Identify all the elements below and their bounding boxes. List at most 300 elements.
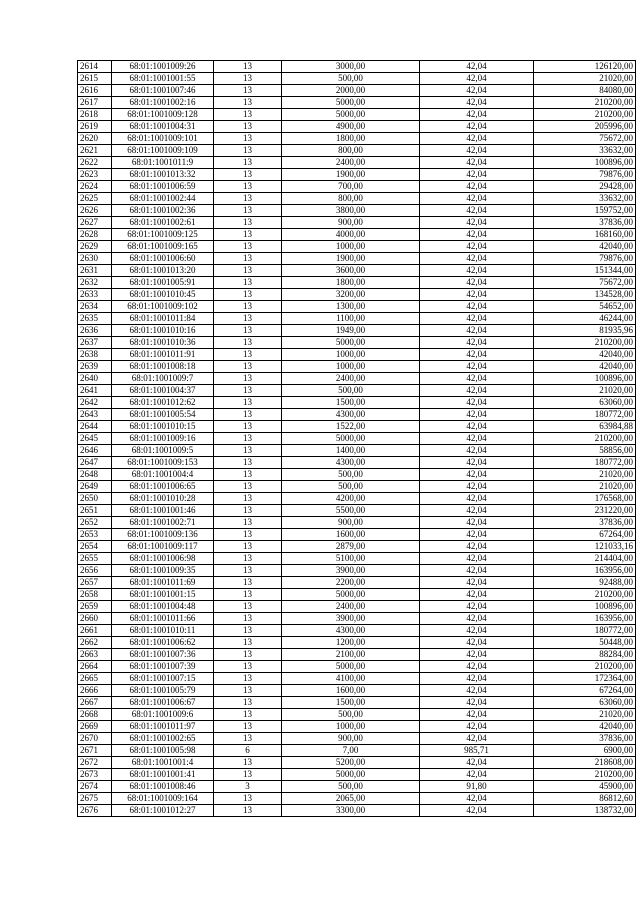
- row-number-cell: 2615: [78, 73, 112, 85]
- table-row: [78, 337, 636, 349]
- cadastral-number-cell: 68:01:1001009:136: [112, 529, 214, 541]
- cadastral-number-cell: 68:01:1001011:66: [112, 613, 214, 625]
- cadastral-number-cell: 68:01:1001012:62: [112, 397, 214, 409]
- area-cell: 2400,00: [282, 601, 420, 613]
- category-code-cell: 6: [214, 745, 282, 757]
- records-table-body: [78, 61, 636, 817]
- category-code-cell: 13: [214, 541, 282, 553]
- rate-cell: 42,04: [420, 265, 534, 277]
- category-code-cell: 13: [214, 757, 282, 769]
- row-number-cell: 2673: [78, 769, 112, 781]
- rate-cell: 42,04: [420, 457, 534, 469]
- area-cell: 4300,00: [282, 409, 420, 421]
- rate-cell: 42,04: [420, 325, 534, 337]
- rate-cell: 42,04: [420, 397, 534, 409]
- value-cell: 37836,00: [534, 217, 636, 229]
- table-row: [78, 361, 636, 373]
- row-number-cell: 2671: [78, 745, 112, 757]
- cadastral-number-cell: 68:01:1001011:9: [112, 157, 214, 169]
- row-number-cell: 2646: [78, 445, 112, 457]
- rate-cell: 42,04: [420, 529, 534, 541]
- row-number-cell: 2636: [78, 325, 112, 337]
- cadastral-number-cell: 68:01:1001009:26: [112, 61, 214, 73]
- row-number-cell: 2640: [78, 373, 112, 385]
- category-code-cell: 13: [214, 793, 282, 805]
- value-cell: 42040,00: [534, 361, 636, 373]
- rate-cell: 42,04: [420, 73, 534, 85]
- category-code-cell: 13: [214, 409, 282, 421]
- value-cell: 37836,00: [534, 517, 636, 529]
- area-cell: 4200,00: [282, 493, 420, 505]
- value-cell: 21020,00: [534, 73, 636, 85]
- cadastral-number-cell: 68:01:1001004:4: [112, 469, 214, 481]
- cadastral-number-cell: 68:01:1001011:91: [112, 349, 214, 361]
- area-cell: 5000,00: [282, 589, 420, 601]
- value-cell: 100896,00: [534, 601, 636, 613]
- cadastral-number-cell: 68:01:1001005:98: [112, 745, 214, 757]
- area-cell: 2200,00: [282, 577, 420, 589]
- value-cell: 100896,00: [534, 157, 636, 169]
- value-cell: 134528,00: [534, 289, 636, 301]
- rate-cell: 985,71: [420, 745, 534, 757]
- row-number-cell: 2614: [78, 61, 112, 73]
- row-number-cell: 2676: [78, 805, 112, 817]
- area-cell: 500,00: [282, 469, 420, 481]
- rate-cell: 42,04: [420, 469, 534, 481]
- table-row: [78, 193, 636, 205]
- category-code-cell: 13: [214, 469, 282, 481]
- area-cell: 1200,00: [282, 637, 420, 649]
- value-cell: 84080,00: [534, 85, 636, 97]
- row-number-cell: 2622: [78, 157, 112, 169]
- area-cell: 1800,00: [282, 277, 420, 289]
- category-code-cell: 13: [214, 349, 282, 361]
- category-code-cell: 13: [214, 325, 282, 337]
- value-cell: 126120,00: [534, 61, 636, 73]
- table-row: [78, 445, 636, 457]
- cadastral-number-cell: 68:01:1001007:36: [112, 649, 214, 661]
- category-code-cell: 13: [214, 253, 282, 265]
- table-row: [78, 349, 636, 361]
- category-code-cell: 13: [214, 505, 282, 517]
- table-row: [78, 73, 636, 85]
- cadastral-number-cell: 68:01:1001005:91: [112, 277, 214, 289]
- row-number-cell: 2651: [78, 505, 112, 517]
- area-cell: 1900,00: [282, 169, 420, 181]
- table-row: [78, 721, 636, 733]
- table-row: [78, 469, 636, 481]
- rate-cell: 42,04: [420, 181, 534, 193]
- rate-cell: 42,04: [420, 601, 534, 613]
- row-number-cell: 2666: [78, 685, 112, 697]
- table-row: [78, 481, 636, 493]
- area-cell: 500,00: [282, 481, 420, 493]
- rate-cell: 42,04: [420, 301, 534, 313]
- category-code-cell: 13: [214, 421, 282, 433]
- row-number-cell: 2658: [78, 589, 112, 601]
- area-cell: 4100,00: [282, 673, 420, 685]
- rate-cell: 42,04: [420, 229, 534, 241]
- rate-cell: 42,04: [420, 133, 534, 145]
- cadastral-number-cell: 68:01:1001006:60: [112, 253, 214, 265]
- rate-cell: 42,04: [420, 277, 534, 289]
- cadastral-number-cell: 68:01:1001005:79: [112, 685, 214, 697]
- rate-cell: 42,04: [420, 637, 534, 649]
- rate-cell: 42,04: [420, 541, 534, 553]
- category-code-cell: 13: [214, 481, 282, 493]
- cadastral-number-cell: 68:01:1001001:4: [112, 757, 214, 769]
- value-cell: 205996,00: [534, 121, 636, 133]
- table-row: [78, 697, 636, 709]
- cadastral-number-cell: 68:01:1001010:15: [112, 421, 214, 433]
- area-cell: 4300,00: [282, 625, 420, 637]
- area-cell: 3900,00: [282, 565, 420, 577]
- row-number-cell: 2650: [78, 493, 112, 505]
- value-cell: 210200,00: [534, 589, 636, 601]
- category-code-cell: 13: [214, 217, 282, 229]
- category-code-cell: 13: [214, 673, 282, 685]
- value-cell: 21020,00: [534, 481, 636, 493]
- row-number-cell: 2626: [78, 205, 112, 217]
- rate-cell: 42,04: [420, 193, 534, 205]
- row-number-cell: 2635: [78, 313, 112, 325]
- cadastral-number-cell: 68:01:1001001:46: [112, 505, 214, 517]
- category-code-cell: 13: [214, 145, 282, 157]
- area-cell: 1000,00: [282, 721, 420, 733]
- area-cell: 5000,00: [282, 433, 420, 445]
- category-code-cell: 13: [214, 517, 282, 529]
- rate-cell: 42,04: [420, 613, 534, 625]
- table-row: [78, 373, 636, 385]
- table-row: [78, 637, 636, 649]
- value-cell: 79876,00: [534, 169, 636, 181]
- value-cell: 231220,00: [534, 505, 636, 517]
- area-cell: 800,00: [282, 193, 420, 205]
- rate-cell: 42,04: [420, 349, 534, 361]
- row-number-cell: 2660: [78, 613, 112, 625]
- table-row: [78, 781, 636, 793]
- category-code-cell: 13: [214, 433, 282, 445]
- value-cell: 75672,00: [534, 133, 636, 145]
- cadastral-number-cell: 68:01:1001009:35: [112, 565, 214, 577]
- table-row: [78, 457, 636, 469]
- category-code-cell: 13: [214, 733, 282, 745]
- rate-cell: 42,04: [420, 313, 534, 325]
- table-row: [78, 769, 636, 781]
- rate-cell: 42,04: [420, 769, 534, 781]
- value-cell: 42040,00: [534, 241, 636, 253]
- table-row: [78, 385, 636, 397]
- cadastral-number-cell: 68:01:1001010:45: [112, 289, 214, 301]
- row-number-cell: 2653: [78, 529, 112, 541]
- category-code-cell: 13: [214, 73, 282, 85]
- table-row: [78, 313, 636, 325]
- value-cell: 63984,88: [534, 421, 636, 433]
- table-row: [78, 289, 636, 301]
- area-cell: 3200,00: [282, 289, 420, 301]
- category-code-cell: 13: [214, 457, 282, 469]
- value-cell: 168160,00: [534, 229, 636, 241]
- cadastral-number-cell: 68:01:1001006:62: [112, 637, 214, 649]
- value-cell: 180772,00: [534, 457, 636, 469]
- table-row: [78, 745, 636, 757]
- value-cell: 50448,00: [534, 637, 636, 649]
- row-number-cell: 2619: [78, 121, 112, 133]
- rate-cell: 42,04: [420, 385, 534, 397]
- value-cell: 210200,00: [534, 661, 636, 673]
- table-row: [78, 277, 636, 289]
- table-row: [78, 121, 636, 133]
- table-row: [78, 85, 636, 97]
- area-cell: 1000,00: [282, 241, 420, 253]
- row-number-cell: 2644: [78, 421, 112, 433]
- category-code-cell: 13: [214, 157, 282, 169]
- area-cell: 2065,00: [282, 793, 420, 805]
- area-cell: 500,00: [282, 781, 420, 793]
- value-cell: 100896,00: [534, 373, 636, 385]
- cadastral-number-cell: 68:01:1001009:153: [112, 457, 214, 469]
- category-code-cell: 13: [214, 601, 282, 613]
- cadastral-number-cell: 68:01:1001011:97: [112, 721, 214, 733]
- cadastral-number-cell: 68:01:1001010:16: [112, 325, 214, 337]
- value-cell: 42040,00: [534, 349, 636, 361]
- area-cell: 7,00: [282, 745, 420, 757]
- value-cell: 33632,00: [534, 145, 636, 157]
- rate-cell: 42,04: [420, 121, 534, 133]
- cadastral-number-cell: 68:01:1001008:18: [112, 361, 214, 373]
- rate-cell: 42,04: [420, 289, 534, 301]
- cadastral-number-cell: 68:01:1001006:98: [112, 553, 214, 565]
- row-number-cell: 2675: [78, 793, 112, 805]
- area-cell: 2400,00: [282, 157, 420, 169]
- rate-cell: 42,04: [420, 169, 534, 181]
- table-row: [78, 157, 636, 169]
- row-number-cell: 2647: [78, 457, 112, 469]
- area-cell: 5100,00: [282, 553, 420, 565]
- value-cell: 210200,00: [534, 97, 636, 109]
- cadastral-number-cell: 68:01:1001008:46: [112, 781, 214, 793]
- category-code-cell: 13: [214, 385, 282, 397]
- area-cell: 4900,00: [282, 121, 420, 133]
- area-cell: 1900,00: [282, 253, 420, 265]
- table-row: [78, 757, 636, 769]
- cadastral-number-cell: 68:01:1001002:16: [112, 97, 214, 109]
- area-cell: 2000,00: [282, 85, 420, 97]
- value-cell: 46244,00: [534, 313, 636, 325]
- value-cell: 6900,00: [534, 745, 636, 757]
- area-cell: 3300,00: [282, 805, 420, 817]
- rate-cell: 42,04: [420, 721, 534, 733]
- table-row: [78, 589, 636, 601]
- cadastral-number-cell: 68:01:1001009:109: [112, 145, 214, 157]
- area-cell: 3900,00: [282, 613, 420, 625]
- category-code-cell: 13: [214, 241, 282, 253]
- value-cell: 151344,00: [534, 265, 636, 277]
- area-cell: 900,00: [282, 517, 420, 529]
- area-cell: 1000,00: [282, 361, 420, 373]
- cadastral-number-cell: 68:01:1001004:37: [112, 385, 214, 397]
- rate-cell: 42,04: [420, 217, 534, 229]
- rate-cell: 42,04: [420, 577, 534, 589]
- value-cell: 81935,96: [534, 325, 636, 337]
- cadastral-number-cell: 68:01:1001009:101: [112, 133, 214, 145]
- rate-cell: 42,04: [420, 625, 534, 637]
- area-cell: 800,00: [282, 145, 420, 157]
- rate-cell: 42,04: [420, 253, 534, 265]
- cadastral-number-cell: 68:01:1001011:69: [112, 577, 214, 589]
- row-number-cell: 2629: [78, 241, 112, 253]
- value-cell: 67264,00: [534, 529, 636, 541]
- area-cell: 5000,00: [282, 97, 420, 109]
- row-number-cell: 2657: [78, 577, 112, 589]
- rate-cell: 91,80: [420, 781, 534, 793]
- value-cell: 37836,00: [534, 733, 636, 745]
- category-code-cell: 13: [214, 337, 282, 349]
- category-code-cell: 13: [214, 661, 282, 673]
- value-cell: 210200,00: [534, 769, 636, 781]
- area-cell: 5200,00: [282, 757, 420, 769]
- rate-cell: 42,04: [420, 157, 534, 169]
- area-cell: 1949,00: [282, 325, 420, 337]
- cadastral-number-cell: 68:01:1001009:5: [112, 445, 214, 457]
- cadastral-number-cell: 68:01:1001001:41: [112, 769, 214, 781]
- cadastral-number-cell: 68:01:1001001:15: [112, 589, 214, 601]
- row-number-cell: 2652: [78, 517, 112, 529]
- category-code-cell: 13: [214, 169, 282, 181]
- row-number-cell: 2667: [78, 697, 112, 709]
- table-row: [78, 217, 636, 229]
- category-code-cell: 13: [214, 625, 282, 637]
- row-number-cell: 2665: [78, 673, 112, 685]
- category-code-cell: 13: [214, 85, 282, 97]
- table-row: [78, 565, 636, 577]
- category-code-cell: 13: [214, 721, 282, 733]
- rate-cell: 42,04: [420, 709, 534, 721]
- rate-cell: 42,04: [420, 805, 534, 817]
- category-code-cell: 13: [214, 313, 282, 325]
- area-cell: 1500,00: [282, 397, 420, 409]
- row-number-cell: 2638: [78, 349, 112, 361]
- row-number-cell: 2627: [78, 217, 112, 229]
- cadastral-number-cell: 68:01:1001009:16: [112, 433, 214, 445]
- row-number-cell: 2668: [78, 709, 112, 721]
- area-cell: 1800,00: [282, 133, 420, 145]
- rate-cell: 42,04: [420, 421, 534, 433]
- rate-cell: 42,04: [420, 445, 534, 457]
- cadastral-number-cell: 68:01:1001007:15: [112, 673, 214, 685]
- row-number-cell: 2620: [78, 133, 112, 145]
- cadastral-number-cell: 68:01:1001007:39: [112, 661, 214, 673]
- table-row: [78, 421, 636, 433]
- row-number-cell: 2662: [78, 637, 112, 649]
- category-code-cell: 13: [214, 577, 282, 589]
- value-cell: 29428,00: [534, 181, 636, 193]
- rate-cell: 42,04: [420, 505, 534, 517]
- row-number-cell: 2637: [78, 337, 112, 349]
- value-cell: 79876,00: [534, 253, 636, 265]
- value-cell: 54652,00: [534, 301, 636, 313]
- category-code-cell: 13: [214, 193, 282, 205]
- cadastral-number-cell: 68:01:1001009:117: [112, 541, 214, 553]
- rate-cell: 42,04: [420, 373, 534, 385]
- area-cell: 1500,00: [282, 697, 420, 709]
- cadastral-number-cell: 68:01:1001010:28: [112, 493, 214, 505]
- table-row: [78, 601, 636, 613]
- area-cell: 1300,00: [282, 301, 420, 313]
- rate-cell: 42,04: [420, 433, 534, 445]
- rate-cell: 42,04: [420, 553, 534, 565]
- row-number-cell: 2669: [78, 721, 112, 733]
- value-cell: 218608,00: [534, 757, 636, 769]
- area-cell: 1600,00: [282, 685, 420, 697]
- row-number-cell: 2618: [78, 109, 112, 121]
- category-code-cell: 13: [214, 637, 282, 649]
- row-number-cell: 2648: [78, 469, 112, 481]
- area-cell: 900,00: [282, 733, 420, 745]
- value-cell: 163956,00: [534, 565, 636, 577]
- row-number-cell: 2643: [78, 409, 112, 421]
- category-code-cell: 13: [214, 109, 282, 121]
- row-number-cell: 2649: [78, 481, 112, 493]
- table-row: [78, 805, 636, 817]
- cadastral-number-cell: 68:01:1001002:65: [112, 733, 214, 745]
- table-row: [78, 541, 636, 553]
- rate-cell: 42,04: [420, 85, 534, 97]
- category-code-cell: 13: [214, 277, 282, 289]
- value-cell: 180772,00: [534, 625, 636, 637]
- rate-cell: 42,04: [420, 61, 534, 73]
- category-code-cell: 13: [214, 265, 282, 277]
- area-cell: 5000,00: [282, 769, 420, 781]
- rate-cell: 42,04: [420, 793, 534, 805]
- row-number-cell: 2625: [78, 193, 112, 205]
- cadastral-number-cell: 68:01:1001004:31: [112, 121, 214, 133]
- table-row: [78, 733, 636, 745]
- cadastral-number-cell: 68:01:1001009:165: [112, 241, 214, 253]
- rate-cell: 42,04: [420, 361, 534, 373]
- category-code-cell: 13: [214, 301, 282, 313]
- value-cell: 180772,00: [534, 409, 636, 421]
- row-number-cell: 2639: [78, 361, 112, 373]
- cadastral-number-cell: 68:01:1001009:164: [112, 793, 214, 805]
- table-row: [78, 505, 636, 517]
- category-code-cell: 13: [214, 685, 282, 697]
- row-number-cell: 2628: [78, 229, 112, 241]
- cadastral-number-cell: 68:01:1001002:44: [112, 193, 214, 205]
- area-cell: 2400,00: [282, 373, 420, 385]
- cadastral-number-cell: 68:01:1001006:59: [112, 181, 214, 193]
- row-number-cell: 2621: [78, 145, 112, 157]
- rate-cell: 42,04: [420, 493, 534, 505]
- area-cell: 500,00: [282, 709, 420, 721]
- row-number-cell: 2663: [78, 649, 112, 661]
- area-cell: 2100,00: [282, 649, 420, 661]
- table-row: [78, 241, 636, 253]
- category-code-cell: 13: [214, 97, 282, 109]
- cadastral-number-cell: 68:01:1001011:84: [112, 313, 214, 325]
- area-cell: 4300,00: [282, 457, 420, 469]
- value-cell: 88284,00: [534, 649, 636, 661]
- rate-cell: 42,04: [420, 733, 534, 745]
- area-cell: 1600,00: [282, 529, 420, 541]
- cadastral-number-cell: 68:01:1001009:7: [112, 373, 214, 385]
- row-number-cell: 2656: [78, 565, 112, 577]
- value-cell: 92488,00: [534, 577, 636, 589]
- area-cell: 5000,00: [282, 337, 420, 349]
- rate-cell: 42,04: [420, 409, 534, 421]
- category-code-cell: 13: [214, 565, 282, 577]
- value-cell: 176568,00: [534, 493, 636, 505]
